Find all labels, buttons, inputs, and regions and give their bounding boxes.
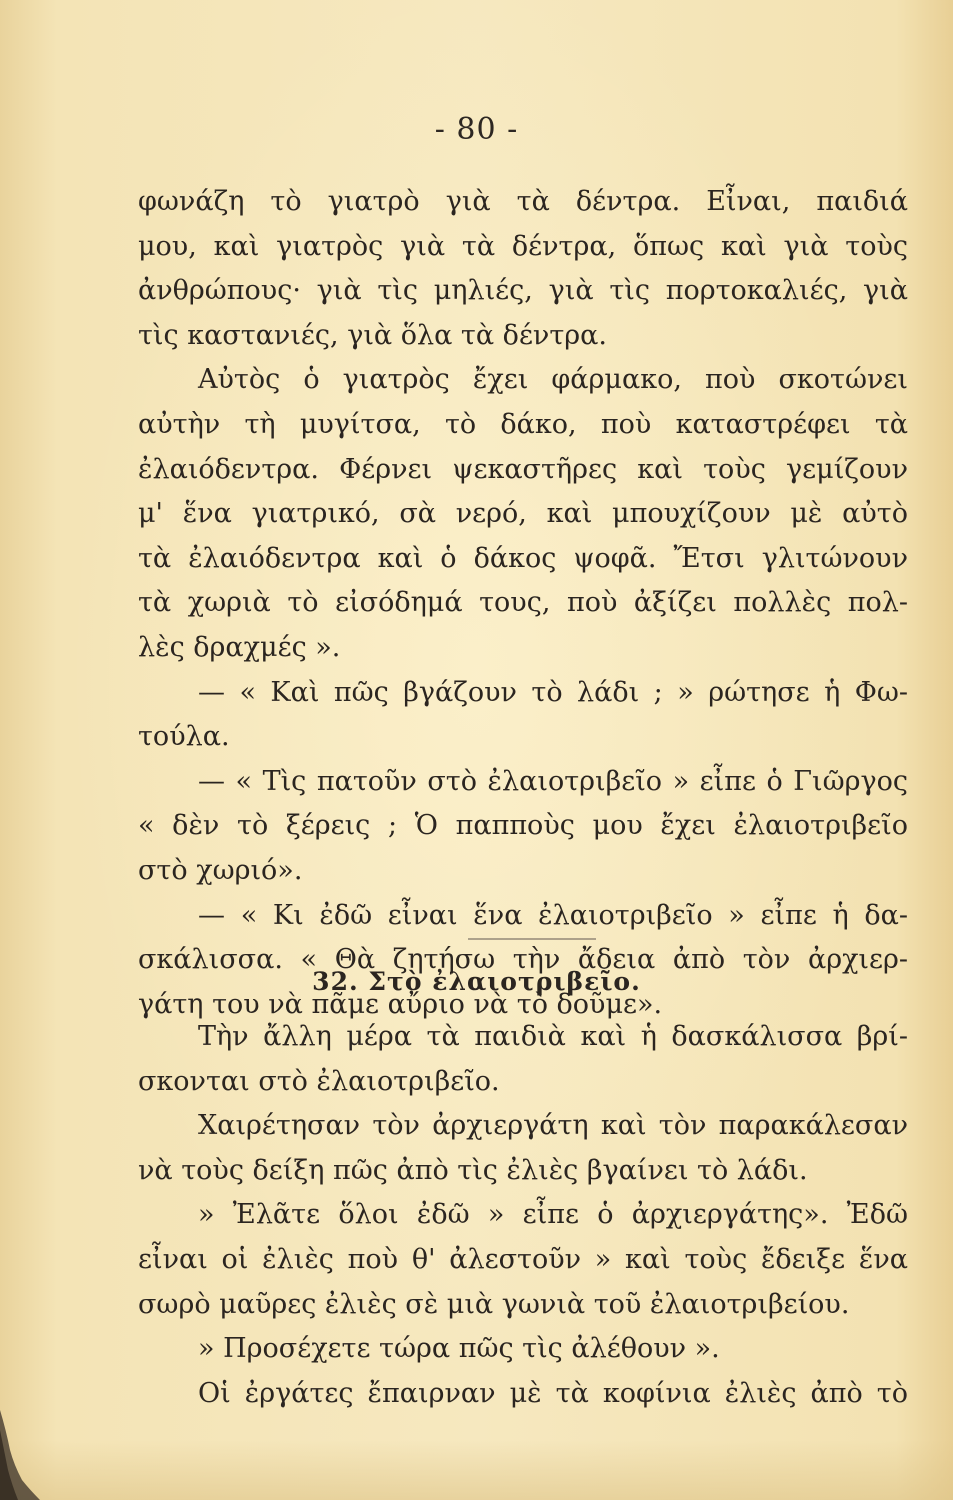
text-line: γάτη του νὰ πᾶμε αὔριο νὰ τὸ δοῦμε». [138, 988, 663, 1020]
text-line: — « Τὶς πατοῦν στὸ ἐλαιοτριβεῖο » εἶπε ὁ Γιῶργος [198, 765, 908, 797]
text-line: σκάλισσα. « Θὰ ζητήσω τὴν ἄδεια ἀπὸ τὸν ἀρχιερ- [138, 944, 908, 976]
page-edge-shade [0, 1440, 953, 1500]
text-line: ἀνθρώπους· γιὰ τὶς μηλιές, γιὰ τὶς πορτοκαλιές, γιὰ [138, 275, 908, 307]
section-divider [468, 938, 596, 940]
body-text-top [138, 180, 908, 1027]
text-line: στὸ χωριό». [138, 854, 303, 886]
text-line: νὰ τοὺς δείξη πῶς ἀπὸ τὶς ἐλιὲς βγαίνει τὸ λάδι. [138, 1154, 808, 1186]
text-line: φωνάζη τὸ γιατρὸ γιὰ τὰ δέντρα. Εἶναι, παιδιά [138, 186, 908, 217]
text-line: — « Κι ἐδῶ εἶναι ἕνα ἐλαιοτριβεῖο » εἶπε ἡ δα- [198, 899, 908, 931]
text-line: ἐλαιόδεντρα. Φέρνει ψεκαστῆρες καὶ τοὺς γεμίζουν [138, 453, 908, 485]
text-line: » Ἐλᾶτε ὅλοι ἐδῶ » εἶπε ὁ ἀρχιεργάτης». Ἐδῶ [198, 1199, 908, 1231]
text-line: σωρὸ μαῦρες ἐλιὲς σὲ μιὰ γωνιὰ τοῦ ἐλαιοτριβείου. [138, 1288, 850, 1320]
text-line: εἶναι οἱ ἐλιὲς ποὺ θ' ἀλεστοῦν » καὶ τοὺς ἔδειξε ἕνα [138, 1243, 908, 1275]
text-line: μ' ἕνα γιατρικό, σὰ νερό, καὶ μπουχίζουν μὲ αὐτὸ [138, 498, 908, 530]
text-line: τὶς καστανιές, γιὰ ὅλα τὰ δέντρα. [138, 319, 607, 351]
text-line: Αὐτὸς ὁ γιατρὸς ἔχει φάρμακο, ποὺ σκοτώνει [198, 364, 908, 396]
text-line: Τὴν ἄλλη μέρα τὰ παιδιὰ καὶ ἡ δασκάλισσα βρί- [198, 1021, 908, 1052]
section-title: 32. Στὸ ἐλαιοτριβεῖο. [312, 967, 641, 996]
corner-stain-mark [0, 1370, 46, 1500]
text-line: « δὲν τὸ ξέρεις ; Ὁ παπποὺς μου ἔχει ἐλαιοτριβεῖο [138, 810, 908, 842]
page-number: - 80 - [434, 112, 519, 147]
text-line: τούλα. [138, 721, 230, 753]
text-line: αὐτὴν τὴ μυγίτσα, τὸ δάκο, ποὺ καταστρέφει τὰ [138, 408, 908, 440]
text-line: Χαιρέτησαν τὸν ἀρχιεργάτη καὶ τὸν παρακάλεσαν [198, 1110, 908, 1142]
text-line: — « Καὶ πῶς βγάζουν τὸ λάδι ; » ρώτησε ἡ Φω- [198, 676, 908, 708]
body-text-bottom [138, 1015, 908, 1416]
text-line: μου, καὶ γιατρὸς γιὰ τὰ δέντρα, ὅπως καὶ γιὰ τοὺς [138, 230, 908, 262]
text-line: λὲς δραχμές ». [138, 631, 341, 663]
text-line: τὰ ἐλαιόδεντρα καὶ ὁ δάκος ψοφᾶ. Ἔτσι γλιτώνουν [138, 542, 908, 574]
text-line: Οἱ ἐργάτες ἔπαιρναν μὲ τὰ κοφίνια ἐλιὲς ἀπὸ τὸ [198, 1377, 908, 1409]
text-line: » Προσέχετε τώρα πῶς τὶς ἀλέθουν ». [198, 1333, 720, 1365]
text-line: τὰ χωριὰ τὸ εἰσόδημά τους, ποὺ ἀξίζει πολλὲς πολ- [138, 587, 908, 619]
text-line: σκονται στὸ ἐλαιοτριβεῖο. [138, 1065, 500, 1097]
